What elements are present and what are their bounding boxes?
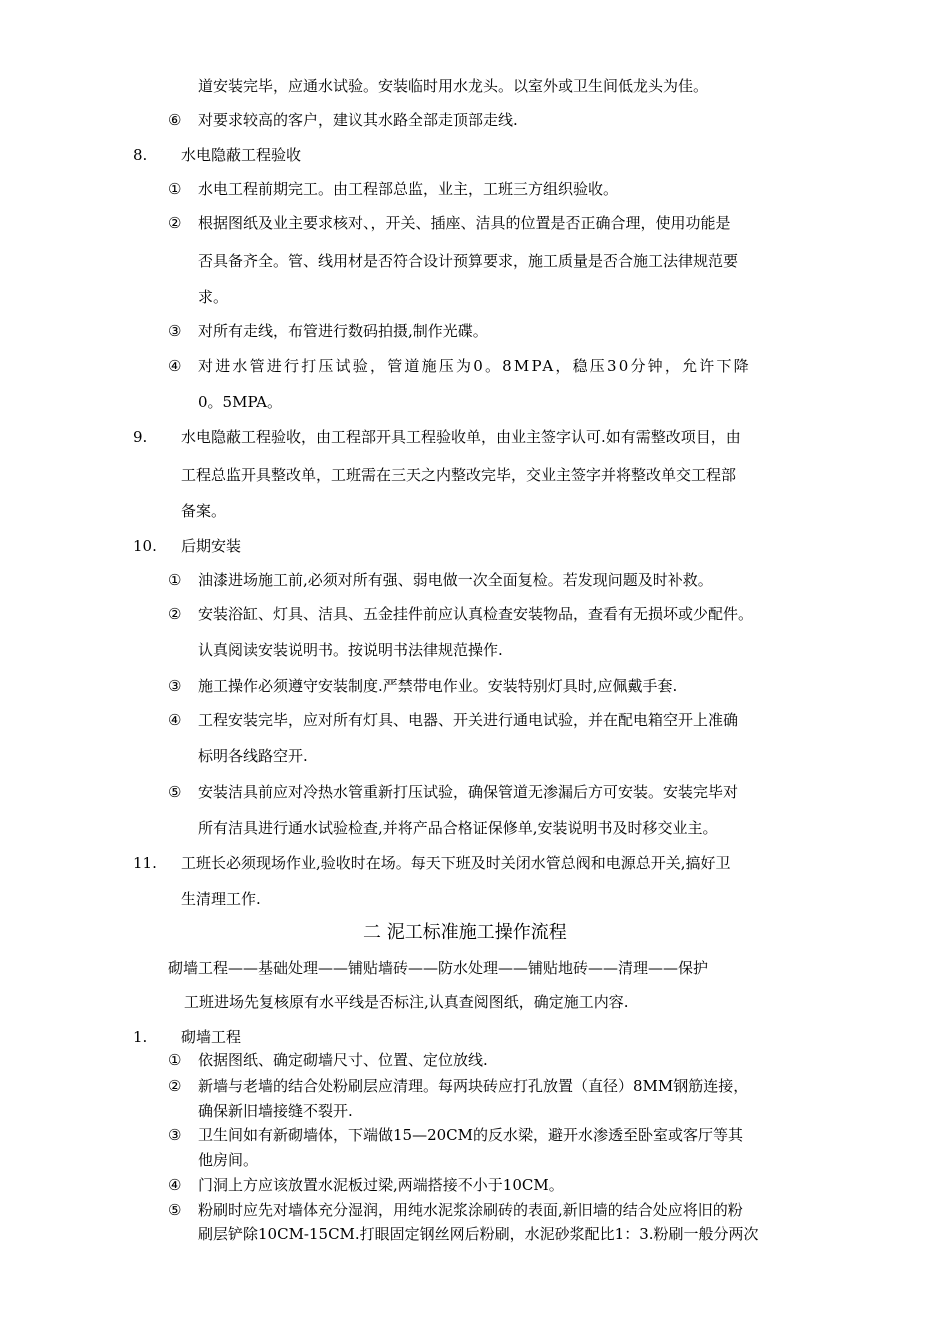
- section-heading: 后期安装: [181, 537, 242, 555]
- process-flow: 砌墙工程——基础处理——铺贴墙砖——防水处理——铺贴地砖——清理——保护: [168, 959, 709, 977]
- body-text: 水电工程前期完工。由工程部总监，业主，工班三方组织验收。: [198, 180, 619, 198]
- body-text: 安装洁具前应对冷热水管重新打压试验，确保管道无渗漏后方可安装。安装完毕对: [198, 783, 739, 801]
- body-text: 求。: [198, 288, 229, 306]
- item-marker: ③: [168, 322, 182, 340]
- body-text: 安装浴缸、灯具、洁具、五金挂件前应认真检查安装物品，查看有无损坏或少配件。: [198, 605, 754, 623]
- item-marker: ③: [168, 677, 182, 695]
- body-text: 工程总监开具整改单，工班需在三天之内整改完毕，交业主签字并将整改单交工程部: [181, 466, 737, 484]
- section-heading: 砌墙工程: [181, 1028, 242, 1046]
- item-marker: ⑥: [168, 111, 182, 129]
- item-marker: ①: [168, 571, 182, 589]
- item-number: 9.: [133, 428, 148, 446]
- body-text: 确保新旧墙接缝不裂开.: [198, 1102, 353, 1120]
- item-number: 1.: [133, 1028, 148, 1046]
- body-text: 标明各线路空开.: [198, 747, 308, 765]
- item-marker: ③: [168, 1126, 182, 1144]
- body-text: 否具备齐全。管、线用材是否符合设计预算要求，施工质量是否合施工法律规范要: [198, 252, 739, 270]
- item-number: 8.: [133, 146, 148, 164]
- body-text: 卫生间如有新砌墙体，下端做15—20CM的反水梁，避开水渗透至卧室或客厅等其: [198, 1126, 744, 1144]
- item-marker: ②: [168, 605, 182, 623]
- body-text: 粉刷时应先对墙体充分湿润，用纯水泥浆涂刷砖的表面,新旧墙的结合处应将旧的粉: [198, 1201, 743, 1219]
- item-marker: ②: [168, 1077, 182, 1095]
- body-text: 生清理工作.: [181, 890, 261, 908]
- body-text: 0。5MPA。: [198, 393, 282, 411]
- item-marker: ⑤: [168, 1201, 182, 1219]
- body-text: 施工操作必须遵守安装制度.严禁带电作业。安装特别灯具时,应佩戴手套.: [198, 677, 678, 695]
- body-text: 油漆进场施工前,必须对所有强、弱电做一次全面复检。若发现问题及时补救。: [198, 571, 713, 589]
- body-text: 新墙与老墙的结合处粉刷层应清理。每两块砖应打孔放置（直径）8MM钢筋连接，: [198, 1077, 749, 1095]
- body-text: 认真阅读安装说明书。按说明书法律规范操作.: [198, 641, 503, 659]
- body-text: 工班长必须现场作业,验收时在场。每天下班及时关闭水管总阀和电源总开关,搞好卫: [181, 854, 731, 872]
- body-text: 他房间。: [198, 1151, 259, 1169]
- item-number: 11.: [133, 854, 157, 872]
- body-text: 对进水管进行打压试验，管道施压为0。8MPA，稳压30分钟，允许下降: [198, 357, 751, 375]
- item-number: 10.: [133, 537, 157, 555]
- body-text: 工程安装完毕，应对所有灯具、电器、开关进行通电试验，并在配电箱空开上准确: [198, 711, 739, 729]
- body-text: 根据图纸及业主要求核对、，开关、插座、洁具的位置是否正确合理，使用功能是: [198, 214, 731, 232]
- item-marker: ④: [168, 357, 182, 375]
- body-text: 备案。: [181, 502, 227, 520]
- body-text: 对所有走线，布管进行数码拍摄,制作光碟。: [198, 322, 488, 340]
- body-text: 道安装完毕，应通水试验。安装临时用水龙头。以室外或卫生间低龙头为佳。: [198, 77, 709, 95]
- item-marker: ④: [168, 711, 182, 729]
- item-marker: ②: [168, 214, 182, 232]
- body-text: 对要求较高的客户，建议其水路全部走顶部走线.: [198, 111, 518, 129]
- item-marker: ④: [168, 1176, 182, 1194]
- body-text: 刷层铲除10CM-15CM.打眼固定钢丝网后粉刷，水泥砂浆配比1：3.粉刷一般分两次: [198, 1225, 759, 1243]
- body-text: 水电隐蔽工程验收，由工程部开具工程验收单，由业主签字认可.如有需整改项目，由: [181, 428, 741, 446]
- section-title: 二 泥工标准施工操作流程: [363, 922, 567, 943]
- body-text: 所有洁具进行通水试验检查,并将产品合格证保修单,安装说明书及时移交业主。: [198, 819, 718, 837]
- body-text: 门洞上方应该放置水泥板过梁,两端搭接不小于10CM。: [198, 1176, 564, 1194]
- item-marker: ①: [168, 1051, 182, 1069]
- item-marker: ①: [168, 180, 182, 198]
- body-text: 工班进场先复核原有水平线是否标注,认真查阅图纸，确定施工内容.: [184, 993, 629, 1011]
- section-heading: 水电隐蔽工程验收: [181, 146, 302, 164]
- item-marker: ⑤: [168, 783, 182, 801]
- body-text: 依据图纸、确定砌墙尺寸、位置、定位放线.: [198, 1051, 488, 1069]
